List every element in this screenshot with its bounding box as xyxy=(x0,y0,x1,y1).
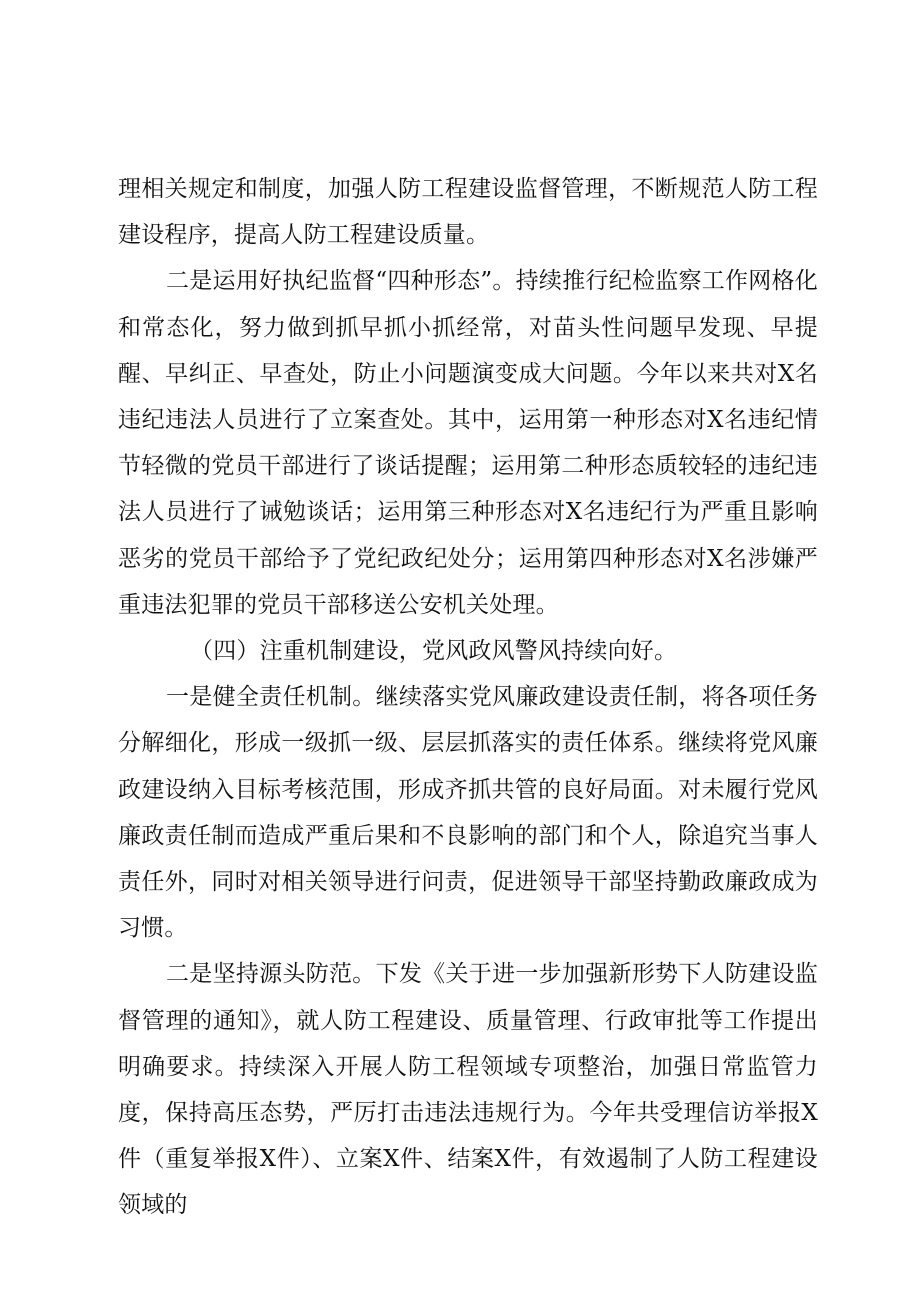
paragraph-responsibility-mechanism: 一是健全责任机制。继续落实党风廉政建设责任制，将各项任务分解细化，形成一级抓一级、层层抓落实的责任体系。继续将党风廉政建设纳入目标考核范围，形成齐抓共管的良好局面。对未履行党风廉政责任制而造成严重后果和不良影响的部门和个人，除追究当事人责任外，同时对相关领导进行问责，促进领导干部坚持勤政廉政成为习惯。 xyxy=(118,684,818,942)
paragraph-four-forms: 二是运用好执纪监督“四种形态”。持续推行纪检监察工作网格化和常态化，努力做到抓早抓小抓经常，对苗头性问题早发现、早提醒、早纠正、早查处，防止小问题演变成大问题。今年以来共对X名违纪违法人员进行了立案查处。其中，运用第一种形态对X名违纪情节轻微的党员干部进行了谈话提醒；运用第二种形态质较轻的违纪违法人员进行了诫勉谈话；运用第三种形态对X名违纪行为严重且影响恶劣的党员干部给予了党纪政纪处分；运用第四种形态对X名涉嫌严重违法犯罪的党员干部移送公安机关处理。 xyxy=(118,268,818,618)
document-body xyxy=(118,166,818,1229)
section-heading-four: （四）注重机制建设，党风政风警风持续向好。 xyxy=(190,638,678,665)
paragraph-source-prevention: 二是坚持源头防范。下发《关于进一步加强新形势下人防建设监督管理的通知》，就人防工程建设、质量管理、行政审批等工作提出明确要求。持续深入开展人防工程领域专项整治，加强日常监管力度，保持高压态势，严厉打击违法违规行为。今年共受理信访举报X件（重复举报X件）、立案X件、结案X件，有效遏制了人防工程建设领域的 xyxy=(118,961,818,1219)
paragraph-continuation: 理相关规定和制度，加强人防工程建设监督管理，不断规范人防工程建设程序，提高人防工程建设质量。 xyxy=(118,176,818,249)
